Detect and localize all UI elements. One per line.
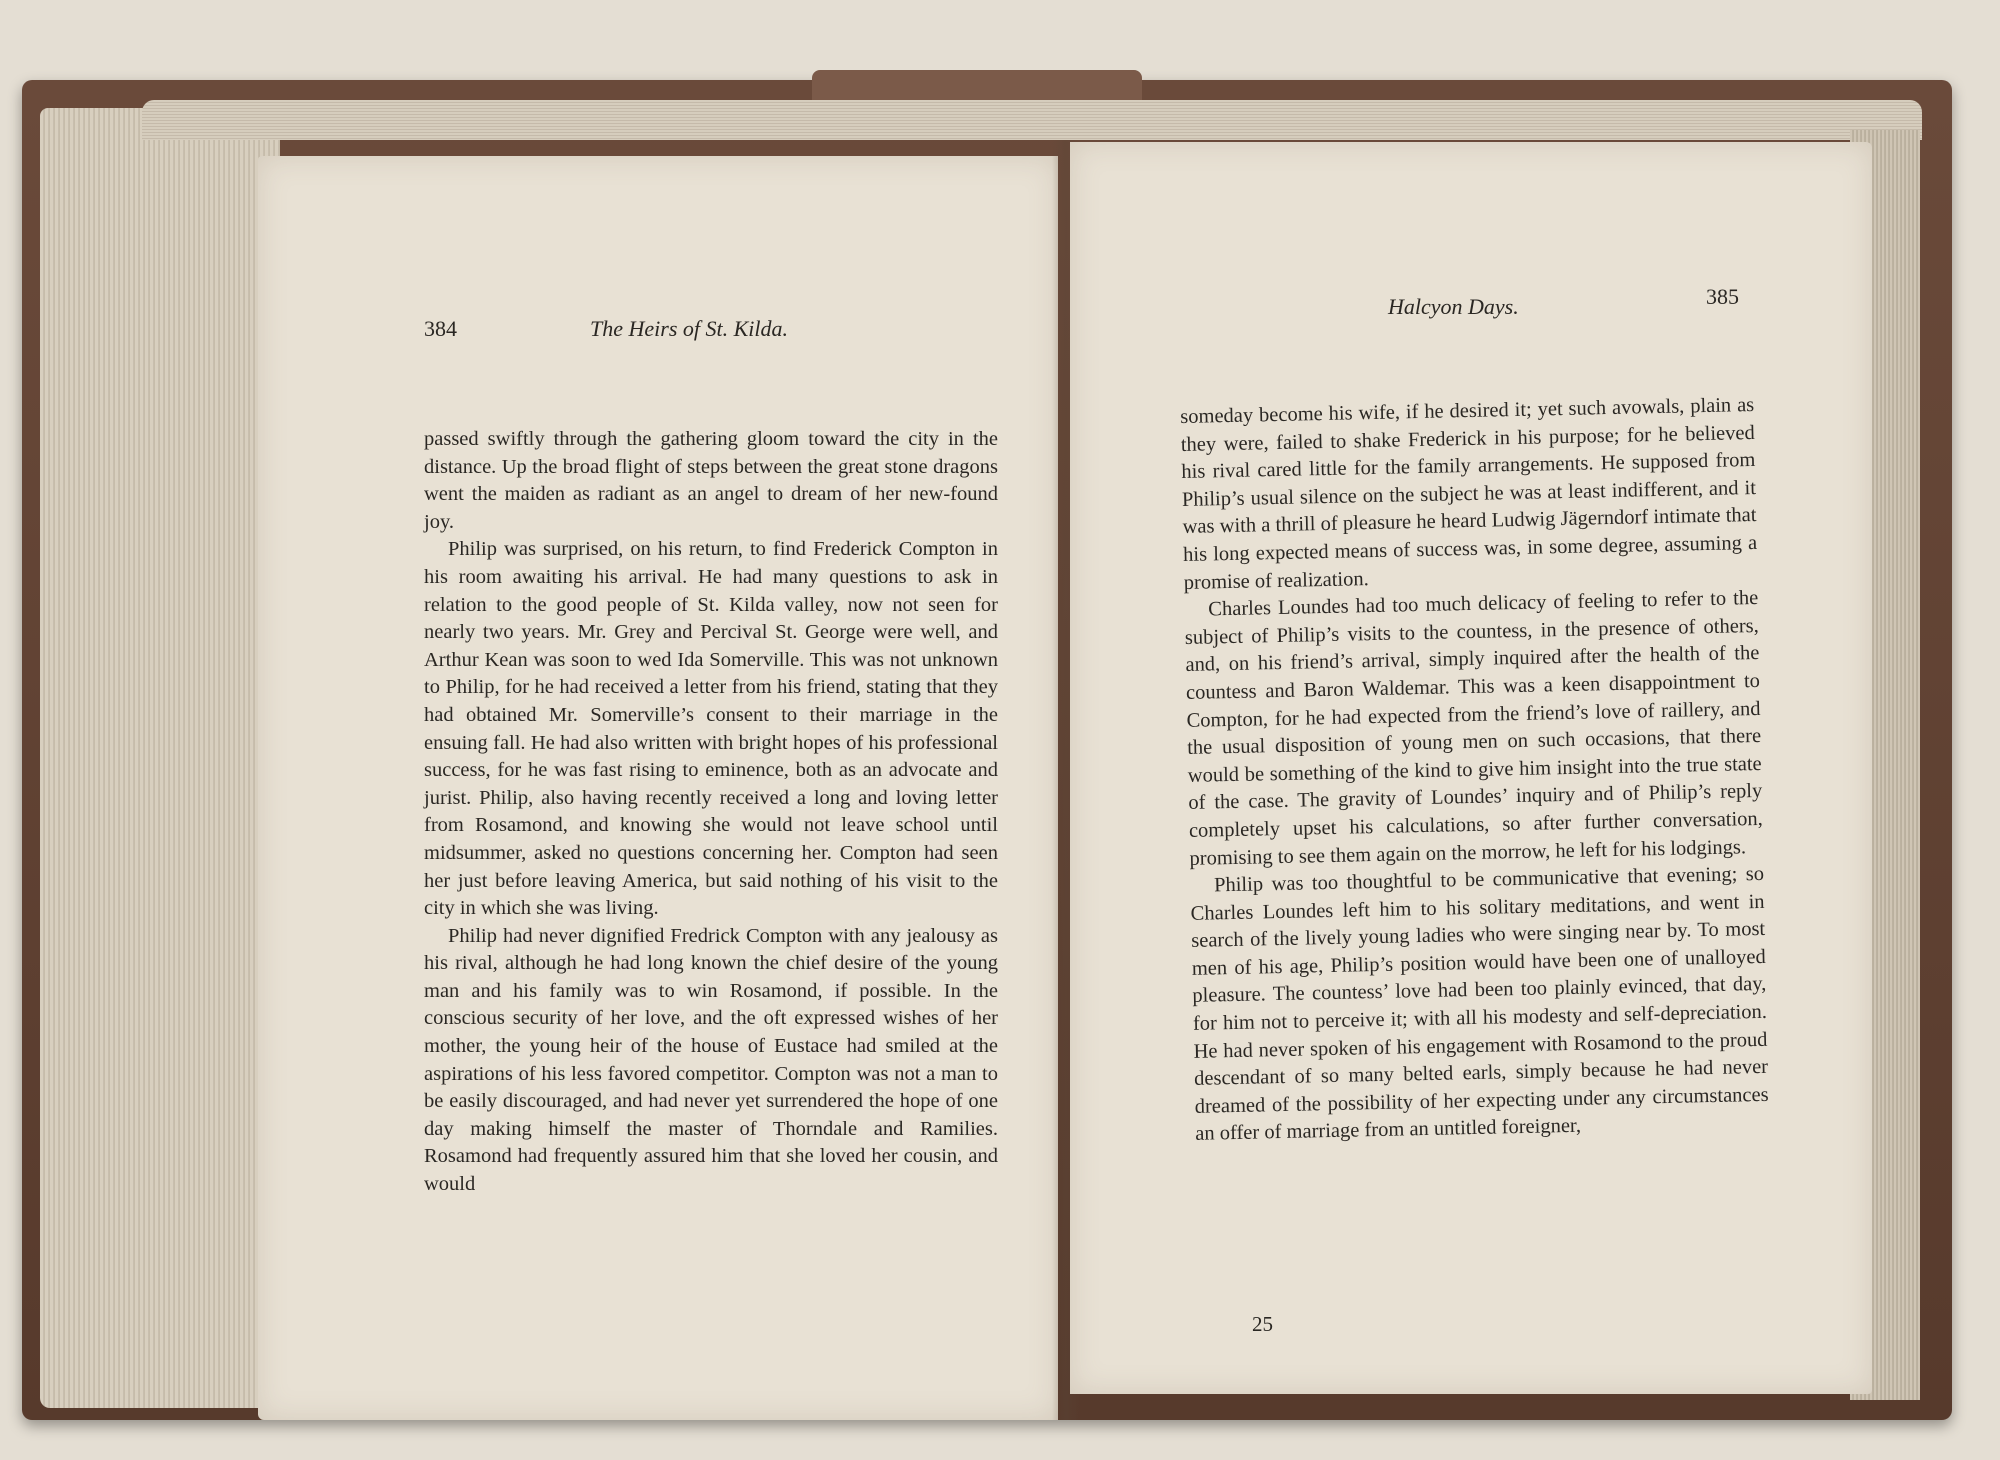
left-page-body [424,426,998,1199]
paragraph: Charles Loundes had too much delicacy of feeling to refer to the subject of Philip’s visits to the countess, in the presence of others, and, on his friend’s arrival, simply inquired after the health of the countess and Baron Waldemar. This was a keen disappointment to Compton, for he had expected from the friend’s love of raillery, and the usual disposition of young men on such occasions, that there would be something of the kind to give him insight into the true state of the case. The gravity of Loundes’ inquiry and of Philip’s reply completely upset his calculations, so after further conversation, promising to see them again on the morrow, he left for his lodgings. [1184,587,1764,870]
paragraph: Philip was surprised, on his return, to find Frederick Compton in his room awaiting his arrival. He had many questions to ask in relation to the good people of St. Kilda valley, now not seen for nearly two years. Mr. Grey and Percival St. George were well, and Arthur Kean was soon to wed Ida Somerville. This was not unknown to Philip, for he had received a letter from his friend, stating that they had obtained Mr. Somerville’s consent to their marriage in the ensuing fall. He had also written with bright hopes of his professional success, for he was fast rising to eminence, both as an advocate and jurist. Philip, also having recently received a long and loving letter from Rosamond, and knowing she would not leave school until midsummer, asked no questions concerning her. Compton had seen her just before leaving America, but said nothing of his visit to the city in which she was living. [424,538,998,920]
left-page-number: 384 [424,316,457,341]
paragraph: passed swiftly through the gathering gloom toward the city in the distance. Up the broad flight of steps between the great stone dragons went the maiden as radiant as an angel to dream of her new-found joy. [424,428,998,533]
paragraph: Philip had never dignified Fredrick Compton with any jealousy as his rival, although he had long known the chief desire of the young man and his family was to win Rosamond, if possible. In the conscious security of her love, and the oft expressed wishes of her mother, the young heir of the house of Eustace had smiled at the aspirations of his less favored competitor. Compton was not a man to be easily discouraged, and had never yet surrendered the hope of one day making himself the master of Thorndale and Ramilies. Rosamond had frequently assured him that she loved her cousin, and would [424,924,998,1196]
right-page-body [1180,392,1769,1149]
left-page-edges [40,108,280,1408]
paragraph: someday become his wife, if he desired it; yet such avowals, plain as they were, failed to shake Frederick in his purpose; for he believed his rival cared little for the family arrangements. He supposed from Philip’s usual silence on the subject he was at least indifferent, and it was with a thrill of pleasure he heard Ludwig Jägerndorf intimate that his long expected means of success was, in some degree, assuming a promise of realization. [1180,393,1758,594]
open-book [22,80,1952,1420]
left-running-title: The Heirs of St. Kilda. [590,316,789,341]
top-page-edges [142,100,1922,140]
right-page [1070,142,1872,1394]
right-page-number: 385 [1706,284,1739,309]
signature-mark: 25 [1252,1312,1273,1336]
paragraph: Philip was too thoughtful to be communicative that evening; so Charles Loundes left him to his solitary meditations, and went in search of the lively young ladies who were singing near by. To most men of his age, Philip’s position would have been one of unalloyed pleasure. The countess’ love had been too plainly evinced, that day, for him not to perceive it; with all his modesty and self-depreciation. He had never spoken of his engagement with Rosamond to the proud descendant of so many belted earls, simply because he had never dreamed of the possibility of her expecting under any circumstances an offer of marriage from an untitled foreigner, [1190,862,1769,1146]
right-running-title: Halcyon Days. [1388,294,1519,319]
left-page [258,156,1058,1420]
